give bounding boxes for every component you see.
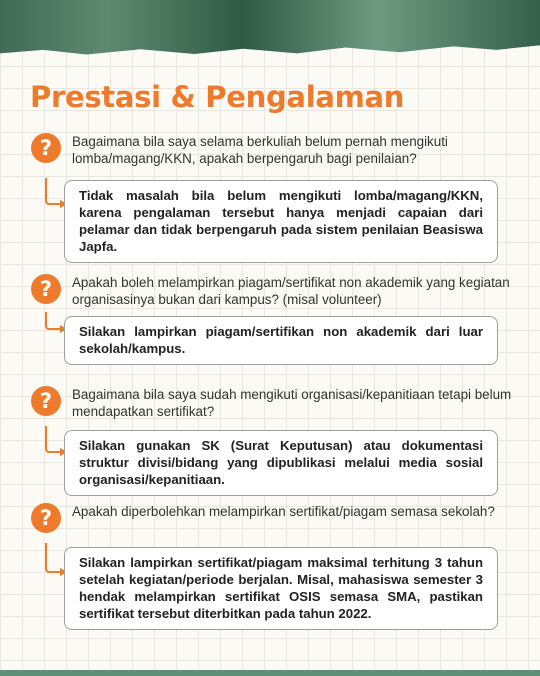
faq-answer: Silakan lampirkan piagam/sertifikan non akademik dari luar sekolah/kampus. bbox=[64, 316, 498, 365]
question-mark-icon: ? bbox=[31, 133, 61, 163]
footer-band bbox=[0, 670, 540, 676]
faq-answer: Tidak masalah bila belum mengikuti lomba/magang/KKN, karena pengalaman tersebut hanya menjadi capaian dari pelamar dan tidak berpengaruh pada sistem penilaian Beasiswa Japfa. bbox=[64, 180, 498, 263]
arrow-connector-icon bbox=[45, 178, 61, 205]
faq-question: Apakah boleh melampirkan piagam/sertifikat non akademik yang kegiatan organisasinya bukan dari kampus? (misal volunteer) bbox=[72, 275, 510, 307]
arrow-connector-icon bbox=[45, 543, 61, 573]
question-mark-icon: ? bbox=[31, 274, 61, 304]
question-mark-icon: ? bbox=[31, 386, 61, 416]
faq-question: Bagaimana bila saya sudah mengikuti organisasi/kepanitiaan tetapi belum mendapatkan sertifikat? bbox=[72, 387, 512, 419]
faq-answer: Silakan gunakan SK (Surat Keputusan) atau dokumentasi struktur divisi/bidang yang dipublikasi melalui media sosial organisasi/kepanitiaan. bbox=[64, 430, 498, 496]
faq-question: Apakah diperbolehkan melampirkan sertifikat/piagam semasa sekolah? bbox=[72, 504, 495, 519]
question-mark-icon: ? bbox=[31, 503, 61, 533]
page-title: Prestasi & Pengalaman bbox=[30, 80, 405, 114]
arrow-connector-icon bbox=[45, 312, 61, 330]
faq-answer: Silakan lampirkan sertifikat/piagam maksimal terhitung 3 tahun setelah kegiatan/periode berjalan. Misal, mahasiswa semester 3 hendak melampirkan sertifikat OSIS semasa SMA, pastikan sertifikat tersebut diterbitkan pada tahun 2022. bbox=[64, 547, 498, 630]
header-banner bbox=[0, 0, 540, 58]
faq-question: Bagaimana bila saya selama berkuliah belum pernah mengikuti lomba/magang/KKN, apakah berpengaruh bagi penilaian? bbox=[72, 134, 448, 166]
arrow-connector-icon bbox=[45, 426, 61, 453]
